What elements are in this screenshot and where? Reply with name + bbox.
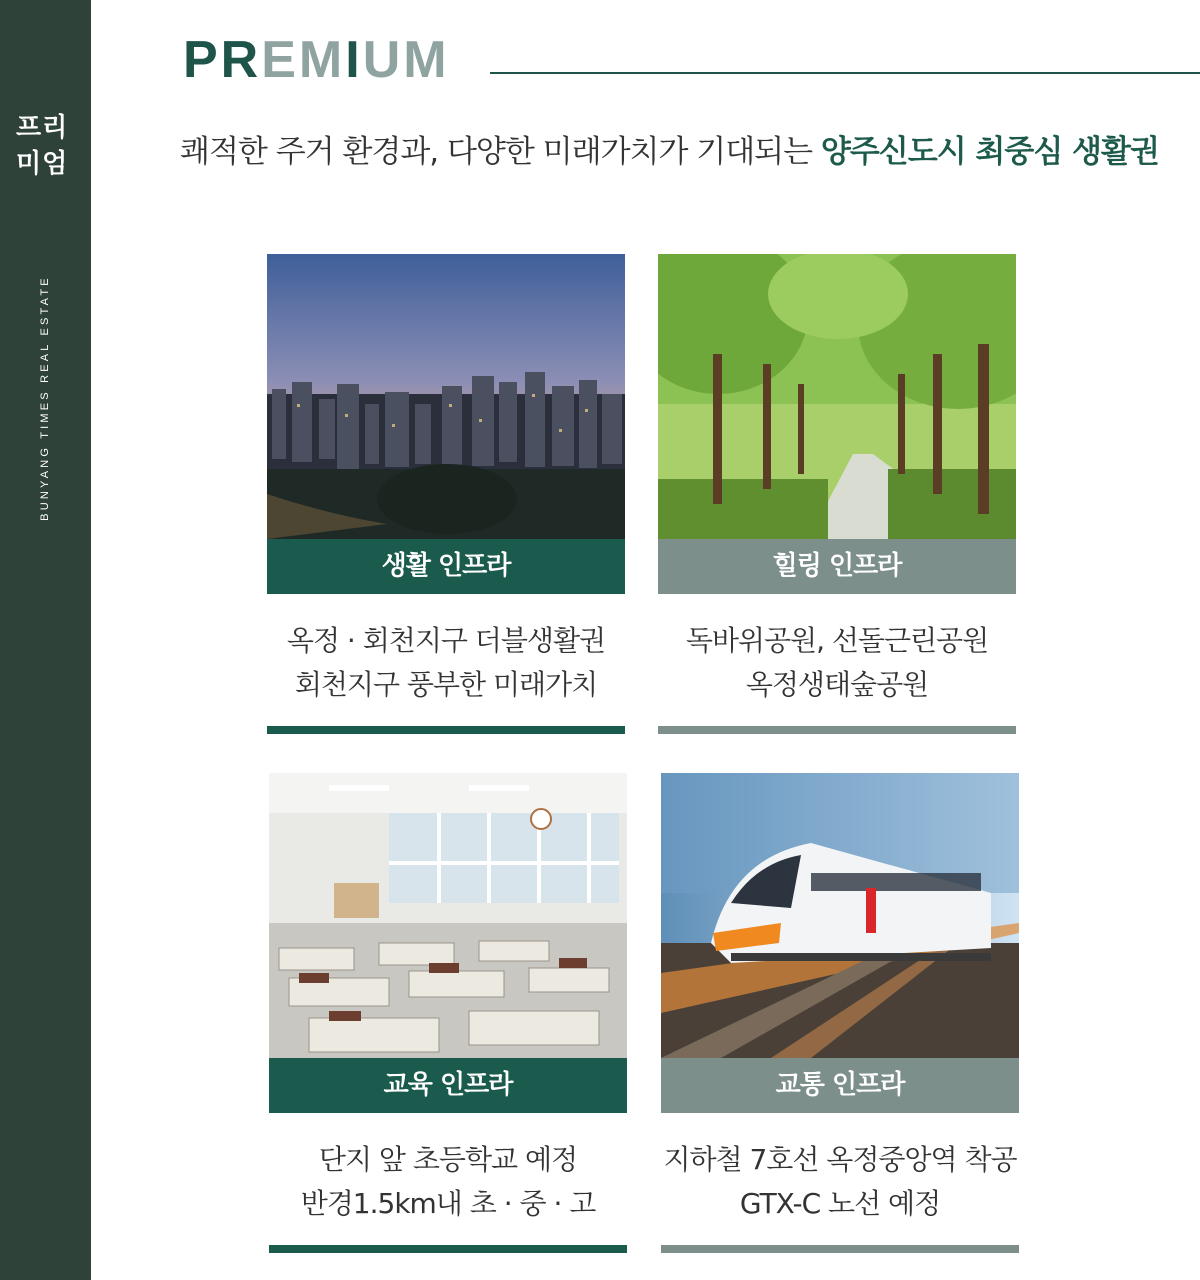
city-skyline-image — [267, 254, 625, 539]
card-underline — [269, 1245, 627, 1253]
title-divider — [490, 72, 1200, 74]
title-part-highlight: EM — [261, 31, 346, 89]
classroom-image — [269, 773, 627, 1058]
sidebar-title-line1: 프리 — [16, 113, 69, 143]
card-desc-line: 단지 앞 초등학교 예정 — [318, 1143, 578, 1176]
card-education-infra — [269, 773, 627, 1226]
sidebar-title — [16, 110, 76, 182]
page-title — [183, 30, 450, 90]
card-desc-line: GTX-C 노선 예정 — [739, 1187, 941, 1220]
card-label-bar: 생활 인프라 — [267, 539, 625, 594]
card-living-infra — [267, 254, 625, 707]
sidebar-brand: BUNYANG TIMES REAL ESTATE — [39, 275, 51, 521]
card-desc-line: 옥정 · 회천지구 더블생활권 — [286, 624, 606, 657]
subtitle — [180, 126, 1159, 171]
subtitle-plain: 쾌적한 주거 환경과, 다양한 미래가치가 기대되는 — [180, 134, 821, 170]
card-desc-line: 회천지구 풍부한 미래가치 — [294, 668, 598, 701]
card-underline — [658, 726, 1016, 734]
subtitle-bold: 양주신도시 최중심 생활권 — [820, 134, 1159, 170]
card-description — [269, 1138, 627, 1226]
title-part-highlight: UM — [362, 31, 450, 89]
card-underline — [661, 1245, 1019, 1253]
title-part: I — [345, 31, 363, 89]
card-healing-infra — [658, 254, 1016, 707]
sidebar-title-line2: 미엄 — [16, 149, 69, 179]
card-description — [661, 1138, 1019, 1226]
card-transport-infra — [661, 773, 1019, 1226]
card-desc-line: 지하철 7호선 옥정중앙역 착공 — [663, 1143, 1017, 1176]
card-desc-line: 반경1.5km내 초 · 중 · 고 — [300, 1187, 596, 1220]
card-label-bar: 교통 인프라 — [661, 1058, 1019, 1113]
sidebar — [0, 0, 91, 1280]
card-description — [267, 619, 625, 707]
card-underline — [267, 726, 625, 734]
card-desc-line: 독바위공원, 선돌근린공원 — [685, 624, 989, 657]
title-part: PR — [183, 31, 262, 89]
card-desc-line: 옥정생태숲공원 — [745, 668, 929, 701]
card-label-bar: 교육 인프라 — [269, 1058, 627, 1113]
high-speed-train-image — [661, 773, 1019, 1058]
card-label-bar: 힐링 인프라 — [658, 539, 1016, 594]
tree-lined-path-image — [658, 254, 1016, 539]
card-description — [658, 619, 1016, 707]
